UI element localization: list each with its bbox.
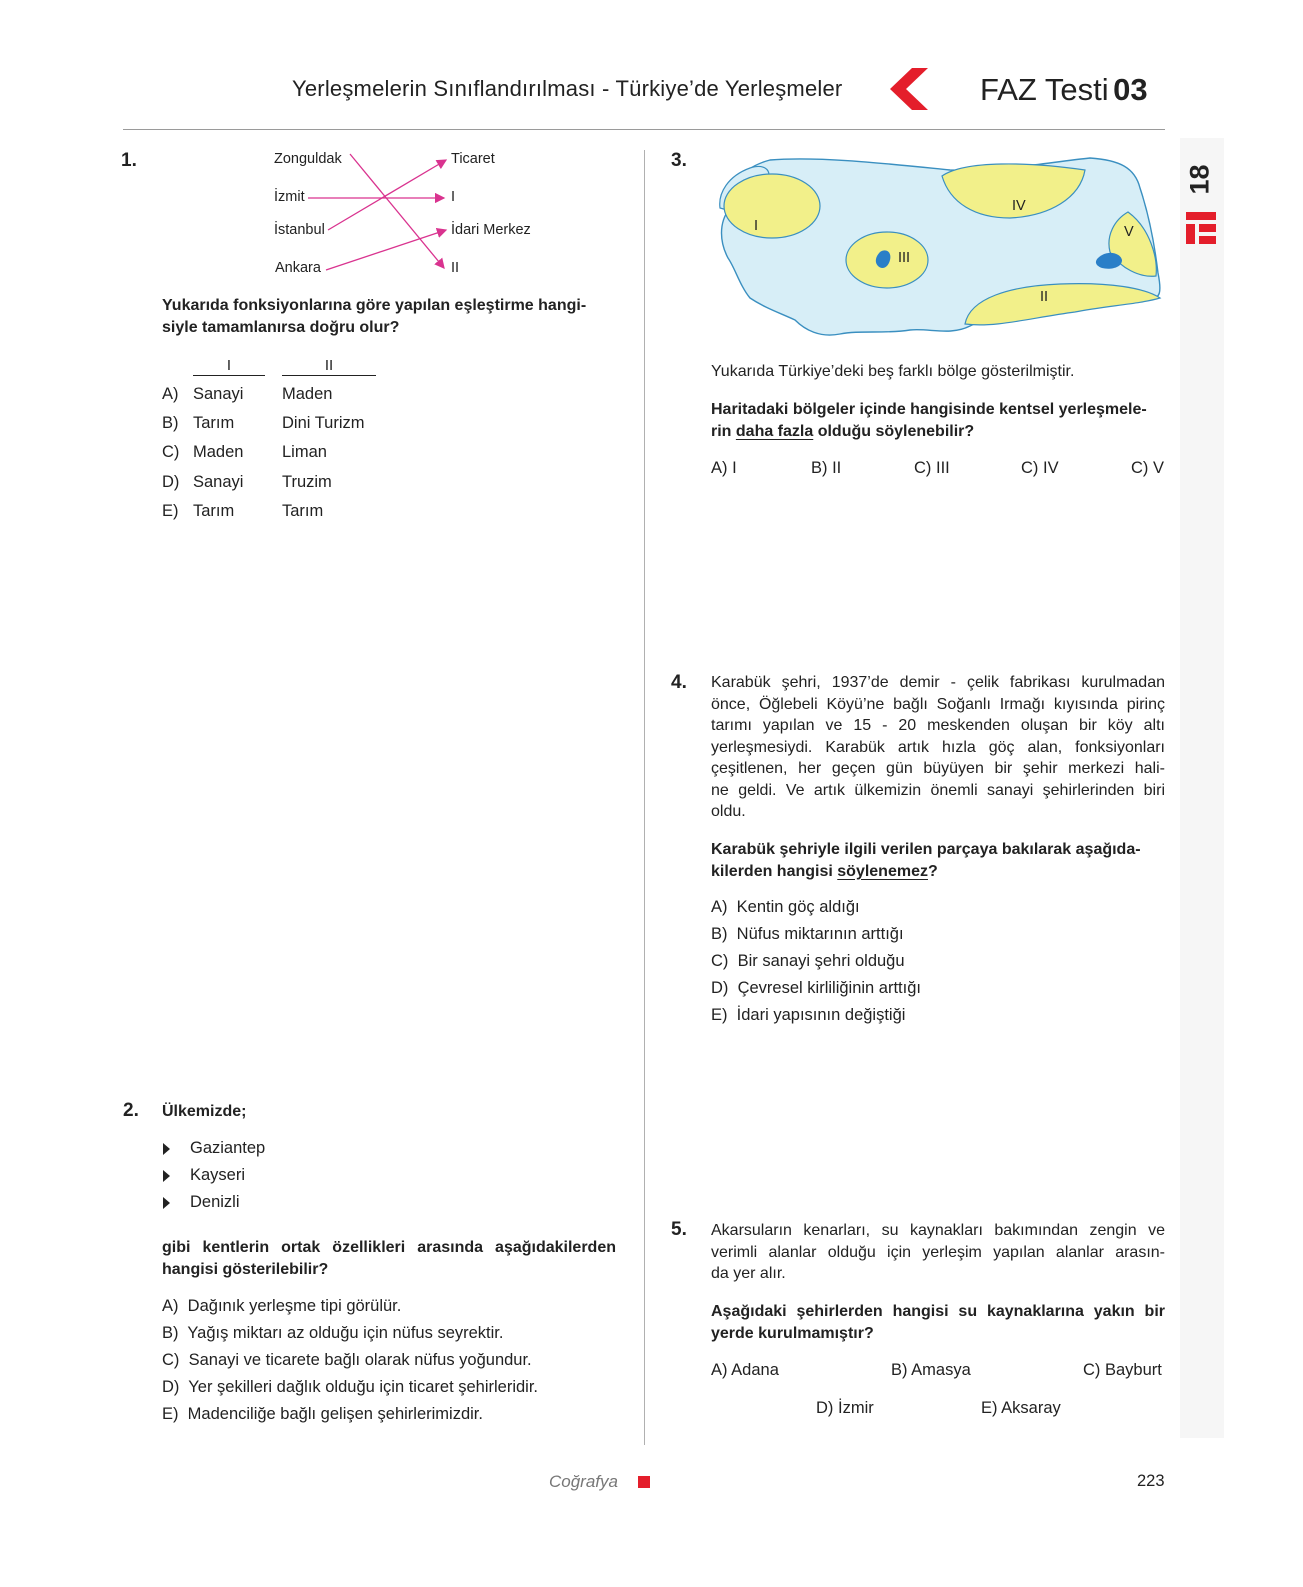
bullet-item: Denizli	[190, 1193, 240, 1211]
square-icon	[638, 1476, 650, 1488]
answer-option-d[interactable]: C) IV	[1021, 459, 1059, 477]
answer-option-b[interactable]: B) Nüfus miktarının arttığı	[711, 925, 904, 943]
option-col2: Truzim	[282, 473, 332, 491]
chevron-left-icon	[888, 66, 932, 112]
footer-subject: Coğrafya	[549, 1472, 618, 1491]
answer-option-a[interactable]: A) I	[711, 459, 737, 477]
option-col2: Liman	[282, 443, 327, 461]
answer-option-d[interactable]: D)	[162, 473, 180, 491]
test-title	[980, 72, 1148, 108]
answer-option-d[interactable]: D) Çevresel kirliliğinin arttığı	[711, 979, 921, 997]
column-header-i: I	[193, 357, 265, 376]
answer-option-b[interactable]: B)	[162, 414, 179, 432]
matching-left-item: İzmit	[274, 189, 305, 205]
question-number: 3.	[671, 150, 687, 171]
bullet-icon	[163, 1170, 170, 1182]
bullet-item: Kayseri	[190, 1166, 246, 1184]
answer-option-a[interactable]: A) Adana	[711, 1361, 779, 1379]
side-tab-number: 18	[1184, 164, 1215, 195]
bullet-icon	[163, 1197, 170, 1209]
option-col1: Sanayi	[193, 473, 244, 491]
map-label: III	[898, 250, 911, 266]
answer-option-e[interactable]: E)	[162, 502, 179, 520]
answer-option-d[interactable]: D) Yer şekilleri dağlık olduğu için ticaret şehirleridir.	[162, 1378, 539, 1396]
matching-right-item: İdari Merkez	[451, 222, 531, 238]
bullet-item: Gaziantep	[190, 1139, 266, 1157]
test-label: FAZ Testi	[980, 72, 1109, 107]
answer-option-a[interactable]: A)	[162, 385, 179, 403]
answer-option-c[interactable]: C)	[162, 443, 180, 461]
answer-option-d[interactable]: D) İzmir	[816, 1399, 874, 1417]
column-divider	[644, 150, 645, 1445]
question-number: 2.	[123, 1100, 139, 1121]
answer-option-c[interactable]: C) III	[914, 459, 950, 477]
map-label: IV	[1012, 198, 1026, 214]
turkey-map	[710, 148, 1166, 348]
bullet-icon	[163, 1143, 170, 1155]
option-col2: Tarım	[282, 502, 324, 520]
map-caption: Yukarıda Türkiye’deki beş farklı bölge gösterilmiştir.	[711, 363, 1075, 380]
matching-left-item: Zonguldak	[274, 151, 342, 167]
passage-text: Karabük şehri, 1937’de demir - çelik fabrikası kurulmadan önce, Öğlebeli Köyü’ne bağlı Soğanlı Irmağı kıyısında pirinç tarımı yapılan ve 15 - 20 meskenden oluşan bir köy altı yerleşmesiydi. Karabük artık hızla göç alan, fonksiyonları çeşitlenen, her geçen gün büyüyen bir şehir merkezi hali- ne geldi. Ve artık ülkemizin önemli sanayi şehirlerinden biri oldu.	[711, 674, 1165, 820]
question-number: 4.	[671, 672, 687, 693]
map-region	[724, 174, 820, 238]
passage-text: Akarsuların kenarları, su kaynakları bakımından zengin ve verimli alanlar olduğu için yerleşim yapılan alanlar arasın- da yer alır.	[711, 1222, 1165, 1282]
test-number: 03	[1113, 72, 1148, 107]
question-intro: Ülkemizde;	[162, 1103, 247, 1120]
answer-option-b[interactable]: B) II	[811, 459, 842, 477]
answer-option-a[interactable]: A) Dağınık yerleşme tipi görülür.	[162, 1297, 402, 1315]
map-label: I	[754, 218, 759, 234]
matching-right-item: Ticaret	[451, 151, 495, 167]
answer-option-b[interactable]: B) Yağış miktarı az olduğu için nüfus seyrektir.	[162, 1324, 504, 1342]
option-col2: Maden	[282, 385, 333, 403]
option-col1: Maden	[193, 443, 244, 461]
answer-option-e[interactable]: E) İdari yapısının değiştiği	[711, 1006, 906, 1024]
answer-option-e[interactable]: E) Aksaray	[981, 1399, 1061, 1417]
option-col1: Sanayi	[193, 385, 244, 403]
answer-option-c[interactable]: C) Sanayi ve ticarete bağlı olarak nüfus yoğundur.	[162, 1351, 532, 1369]
question-text: gibi kentlerin ortak özellikleri arasında aşağıdakilerden hangisi gösterilebilir?	[162, 1239, 616, 1278]
faz-logo	[1186, 150, 1220, 250]
map-label: V	[1124, 224, 1134, 240]
question-text: Karabük şehriyle ilgili verilen parçaya bakılarak aşağıda- kilerden hangisi söylenemez?	[711, 841, 1141, 880]
question-text: Yukarıda fonksiyonlarına göre yapılan eşleştirme hangi- siyle tamamlanırsa doğru olur?	[162, 297, 587, 336]
answer-option-c[interactable]: C) Bayburt	[1083, 1361, 1162, 1379]
question-number: 5.	[671, 1219, 687, 1240]
map-label: II	[1040, 289, 1049, 305]
option-col2: Dini Turizm	[282, 414, 365, 432]
question-text: Haritadaki bölgeler içinde hangisinde kentsel yerleşmele- rin daha fazla olduğu söylenebilir?	[711, 401, 1147, 440]
matching-left-item: Ankara	[275, 260, 321, 276]
answer-option-c[interactable]: C) Bir sanayi şehri olduğu	[711, 952, 905, 970]
answer-option-e[interactable]: C) V	[1131, 459, 1164, 477]
matching-right-item: I	[451, 189, 456, 205]
matching-left-item: İstanbul	[274, 222, 325, 238]
column-header-ii: II	[282, 357, 376, 376]
header-rule	[123, 129, 1165, 130]
answer-option-e[interactable]: E) Madenciliğe bağlı gelişen şehirlerimizdir.	[162, 1405, 483, 1423]
answer-option-a[interactable]: A) Kentin göç aldığı	[711, 898, 860, 916]
side-tab	[1180, 138, 1224, 1438]
option-col1: Tarım	[193, 502, 235, 520]
page-subtitle: Yerleşmelerin Sınıflandırılması - Türkiye’de Yerleşmeler	[292, 76, 843, 101]
option-col1: Tarım	[193, 414, 235, 432]
page-number: 223	[1137, 1472, 1165, 1490]
question-number: 1.	[121, 150, 137, 171]
matching-right-item: II	[451, 260, 460, 276]
question-text: Aşağıdaki şehirlerden hangisi su kaynaklarına yakın bir yerde kurulmamıştır?	[711, 1303, 1165, 1342]
answer-option-b[interactable]: B) Amasya	[891, 1361, 971, 1379]
